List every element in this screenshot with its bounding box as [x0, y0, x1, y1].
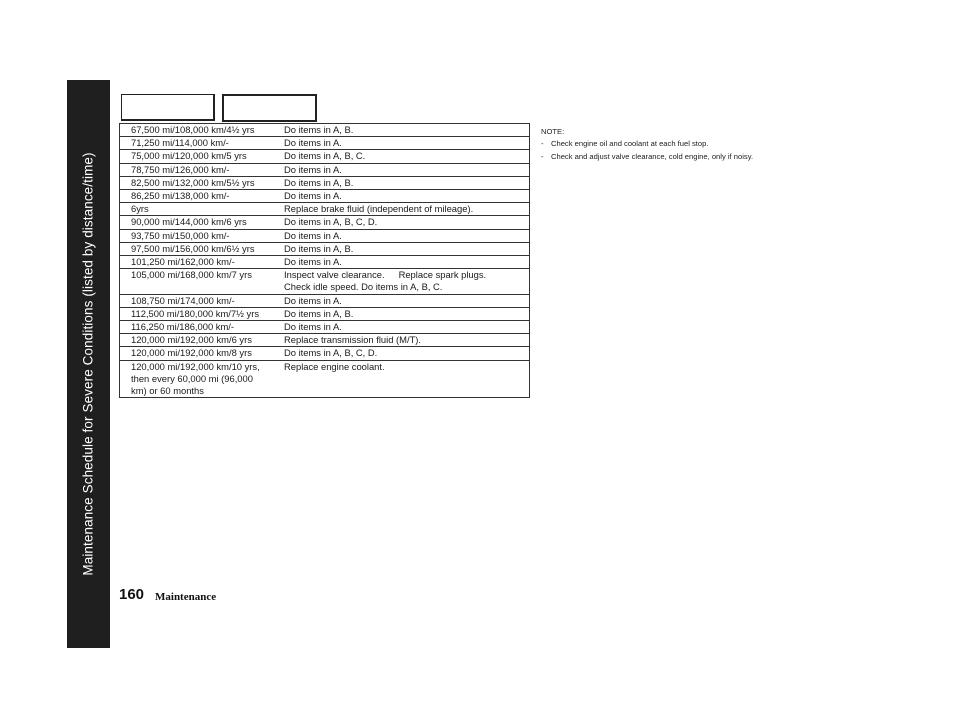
interval-cell [120, 203, 274, 215]
interval-cell [120, 177, 274, 189]
table-row [120, 361, 529, 398]
interval-text: 67,500 mi/108,000 km/4½ yrs [131, 124, 255, 135]
note-item [541, 151, 753, 163]
interval-text: 105,000 mi/168,000 km/7 yrs [131, 269, 252, 281]
interval-text: 86,250 mi/138,000 km/- [131, 190, 230, 202]
interval-cell [120, 295, 274, 307]
table-row [120, 230, 529, 243]
table-row [120, 321, 529, 334]
interval-text: 112,500 mi/180,000 km/7½ yrs [131, 307, 260, 319]
interval-text: 108,750 mi/174,000 km/- [131, 294, 235, 306]
service-item-text: Do items in A, B. [284, 242, 354, 254]
interval-text: 120,000 mi/192,000 km/8 yrs [131, 347, 252, 359]
interval-text: 78,750 mi/126,000 km/- [131, 163, 230, 175]
interval-text: 93,750 mi/150,000 km/- [131, 229, 230, 241]
service-item-text: Do items in A. [284, 190, 342, 202]
table-row [120, 256, 529, 269]
service-item-text: Replace transmission fluid (M/T). [284, 334, 422, 346]
service-items-cell [274, 334, 529, 346]
table-row [120, 347, 529, 360]
service-item-text: Check idle speed. Do items in A, B, C. [284, 281, 443, 293]
service-item-text: Replace spark plugs. [398, 269, 487, 281]
note-bullet: - [541, 151, 544, 161]
service-items-cell [274, 216, 529, 228]
service-items-cell [274, 308, 529, 320]
service-items-cell [274, 269, 529, 293]
service-item-text: Replace engine coolant. [284, 360, 385, 372]
interval-text: 75,000 mi/120,000 km/5 yrs [131, 150, 247, 162]
service-item-text: Replace brake fluid (independent of mileage). [284, 203, 474, 215]
interval-cell [120, 256, 274, 268]
note-item-text: Check and adjust valve clearance, cold engine, only if noisy. [551, 151, 754, 161]
table-row [120, 177, 529, 190]
interval-cell [120, 124, 274, 136]
service-item-text: Do items in A. [284, 294, 342, 306]
note-title: NOTE: [541, 127, 565, 136]
interval-cell [120, 230, 274, 242]
service-items-cell [274, 190, 529, 202]
interval-cell [120, 321, 274, 333]
section-label: Maintenance [155, 591, 217, 603]
interval-cell [120, 216, 274, 228]
interval-cell [120, 269, 274, 293]
service-item-text: Do items in A, B, C, D. [284, 216, 378, 228]
service-items-cell [274, 137, 529, 149]
service-item-text: Do items in A, B, C. [284, 150, 366, 162]
service-item-text: Do items in A. [284, 137, 342, 149]
page-number: 160 [119, 586, 145, 603]
note-item [541, 138, 753, 150]
service-items-cell [274, 361, 529, 398]
interval-cell [120, 361, 274, 398]
note-block [541, 126, 753, 163]
interval-text: 101,250 mi/162,000 km/- [131, 256, 235, 268]
service-item-text: Do items in A. [284, 256, 342, 268]
service-item-text: Do items in A. [284, 229, 342, 241]
side-tab-title: Maintenance Schedule for Severe Conditions (listed by distance/time) [80, 152, 96, 576]
interval-cell [120, 150, 274, 162]
interval-text: km) or 60 months [131, 385, 204, 397]
service-items-cell [274, 203, 529, 215]
interval-text: 120,000 mi/192,000 km/6 yrs [131, 334, 252, 346]
interval-text: then every 60,000 mi (96,000 [131, 372, 253, 384]
service-items-cell [274, 321, 529, 333]
service-item-text: Do items in A. [284, 163, 342, 175]
table-row [120, 137, 529, 150]
note-item-text: Check engine oil and coolant at each fuel stop. [551, 139, 709, 149]
interval-cell [120, 243, 274, 255]
table-row [120, 295, 529, 308]
interval-cell [120, 347, 274, 359]
service-items-cell [274, 243, 529, 255]
service-item-text: Inspect valve clearance. [284, 269, 385, 281]
interval-cell [120, 137, 274, 149]
service-items-cell [274, 230, 529, 242]
interval-cell [120, 334, 274, 346]
table-row [120, 334, 529, 347]
interval-cell [120, 190, 274, 202]
table-row [120, 216, 529, 229]
service-item-text: Do items in A, B. [284, 124, 354, 135]
service-item-text: Do items in A, B. [284, 307, 354, 319]
table-row [120, 243, 529, 256]
service-item-text: Do items in A, B, C, D. [284, 347, 378, 359]
interval-text: 116,250 mi/186,000 km/- [131, 321, 235, 333]
service-items-cell [274, 124, 529, 136]
table-row [120, 203, 529, 216]
table-row [120, 150, 529, 163]
service-items-cell [274, 295, 529, 307]
service-items-cell [274, 177, 529, 189]
header-box-right [222, 94, 317, 122]
table-row [120, 308, 529, 321]
service-item-text: Do items in A, B. [284, 176, 354, 188]
interval-text: 90,000 mi/144,000 km/6 yrs [131, 216, 247, 228]
table-row [120, 269, 529, 294]
maintenance-schedule-table [119, 123, 530, 398]
note-bullet: - [541, 139, 544, 149]
table-row [120, 164, 529, 177]
table-row [120, 190, 529, 203]
service-items-cell [274, 164, 529, 176]
interval-text: 120,000 mi/192,000 km/10 yrs, [131, 360, 260, 372]
table-row [120, 124, 529, 137]
interval-text: 6yrs [131, 203, 149, 215]
interval-text: 71,250 mi/114,000 km/- [131, 137, 229, 149]
interval-cell [120, 164, 274, 176]
service-items-cell [274, 150, 529, 162]
service-items-cell [274, 256, 529, 268]
interval-text: 97,500 mi/156,000 km/6½ yrs [131, 242, 255, 254]
interval-cell [120, 308, 274, 320]
service-items-cell [274, 347, 529, 359]
interval-text: 82,500 mi/132,000 km/5½ yrs [131, 176, 255, 188]
header-box-left [121, 94, 215, 121]
service-item-text: Do items in A. [284, 321, 342, 333]
